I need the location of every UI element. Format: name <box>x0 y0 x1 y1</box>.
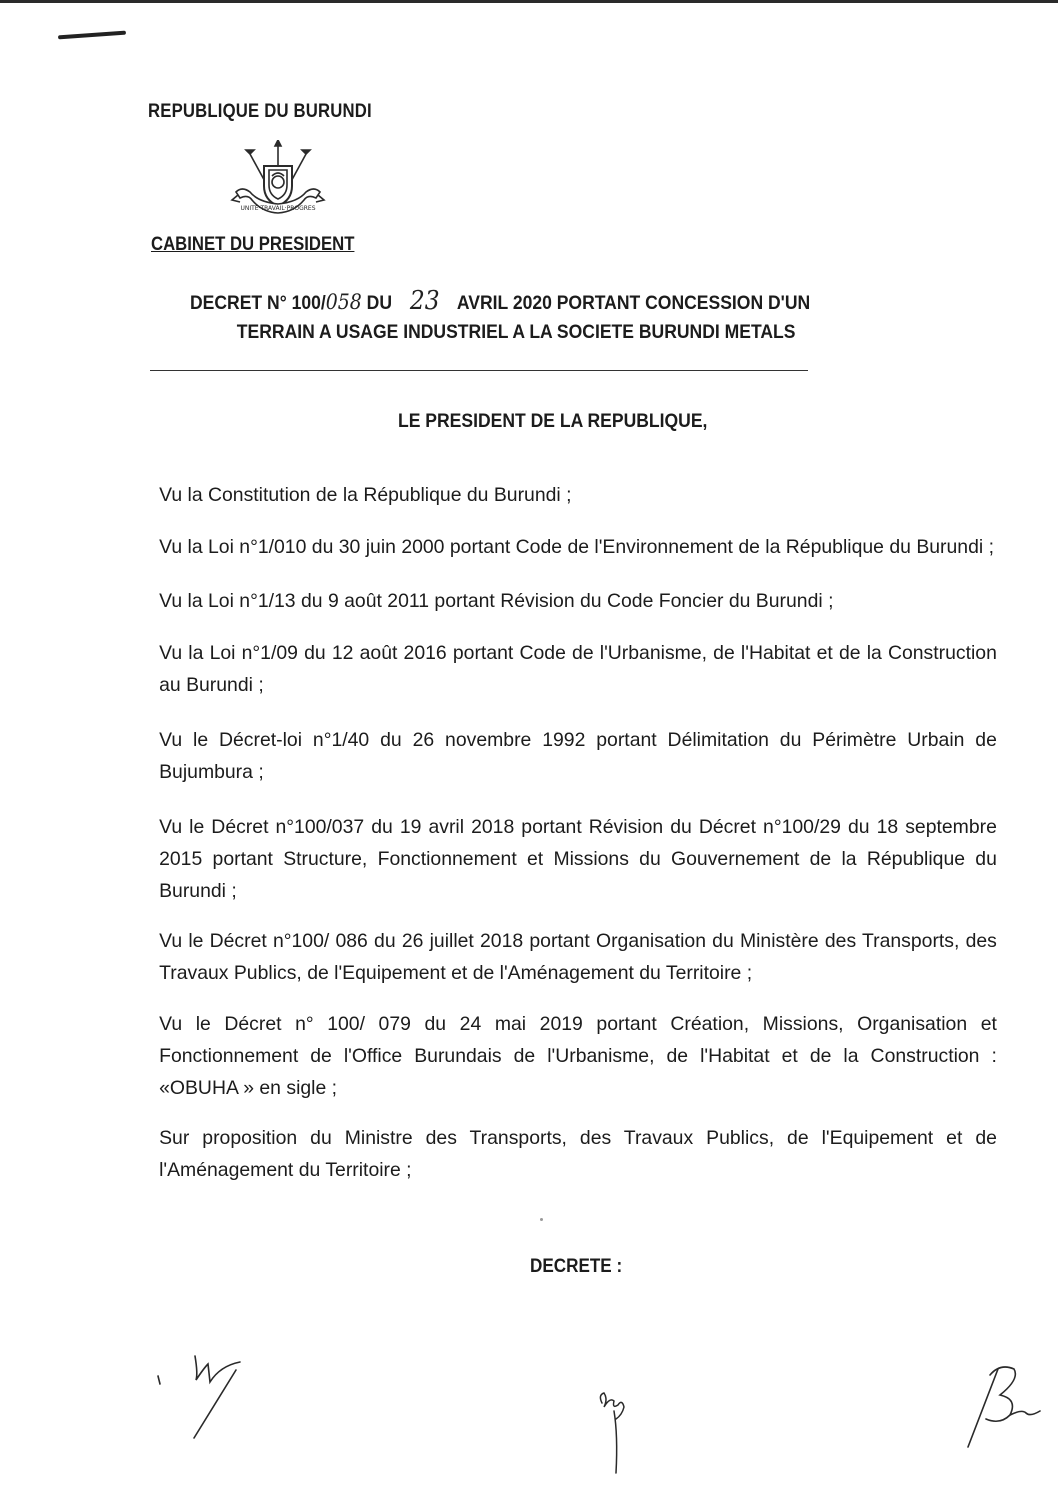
burundi-coat-of-arms-icon <box>228 140 328 232</box>
republic-heading: REPUBLIQUE DU BURUNDI <box>148 101 372 122</box>
consideration-constitution: Vu la Constitution de la République du Burundi ; <box>159 484 572 506</box>
decree-du: DU <box>366 292 392 314</box>
scan-edge <box>0 0 1058 3</box>
decree-title-rest: AVRIL 2020 PORTANT CONCESSION D'UN <box>456 292 811 314</box>
cabinet-heading: CABINET DU PRESIDENT <box>151 234 355 255</box>
consideration-obuha: Vu le Décret n° 100/ 079 du 24 mai 2019 portant Création, Missions, Organisation et Fonctionnement de l'Office Burundais de l'Urbanisme, de l'Habitat et de la Construction : «OBUHA » en sigle ; <box>159 1013 997 1099</box>
decree-title <box>190 287 892 347</box>
initials-signature-left <box>150 1350 250 1440</box>
consideration-urbanism-code: Vu la Loi n°1/09 du 12 août 2016 portant Code de l'Urbanisme, de l'Habitat et de la Construction au Burundi ; <box>159 642 997 696</box>
decree-number-handwritten: 058 <box>325 290 362 314</box>
decree-prefix: DECRET N° 100/ <box>190 292 326 314</box>
consideration-minister-proposal: Sur proposition du Ministre des Transports, des Travaux Publics, de l'Equipement et de l'Aménagement du Territoire ; <box>159 1127 997 1181</box>
consideration-government-structure: Vu le Décret n°100/037 du 19 avril 2018 portant Révision du Décret n°100/29 du 18 septembre 2015 portant Structure, Fonctionnement et Missions du Gouvernement de la République du Burundi ; <box>159 816 997 902</box>
consideration-urban-perimeter: Vu le Décret-loi n°1/40 du 26 novembre 1992 portant Délimitation du Périmètre Urbain de Bujumbura ; <box>159 729 997 783</box>
initials-signature-right <box>960 1355 1050 1455</box>
scan-speck <box>540 1218 543 1221</box>
decree-day-handwritten: 23 <box>409 286 440 316</box>
consideration-environment-code: Vu la Loi n°1/010 du 30 juin 2000 portant Code de l'Environnement de la République du Burundi ; <box>159 536 994 558</box>
initials-signature-middle <box>588 1385 638 1480</box>
title-divider <box>150 370 808 371</box>
decrete-heading: DECRETE : <box>530 1256 623 1277</box>
consideration-land-code: Vu la Loi n°1/13 du 9 août 2011 portant Révision du Code Foncier du Burundi ; <box>159 590 834 612</box>
consideration-transport-ministry: Vu le Décret n°100/ 086 du 26 juillet 2018 portant Organisation du Ministère des Transports, des Travaux Publics, de l'Equipement et de l'Aménagement du Territoire ; <box>159 930 997 984</box>
decree-title-line2: TERRAIN A USAGE INDUSTRIEL A LA SOCIETE BURUNDI METALS <box>236 321 796 343</box>
president-heading: LE PRESIDENT DE LA REPUBLIQUE, <box>398 410 708 432</box>
pen-mark <box>58 31 126 40</box>
svg-text:UNITE·TRAVAIL·PROGRES: UNITE·TRAVAIL·PROGRES <box>240 205 316 212</box>
